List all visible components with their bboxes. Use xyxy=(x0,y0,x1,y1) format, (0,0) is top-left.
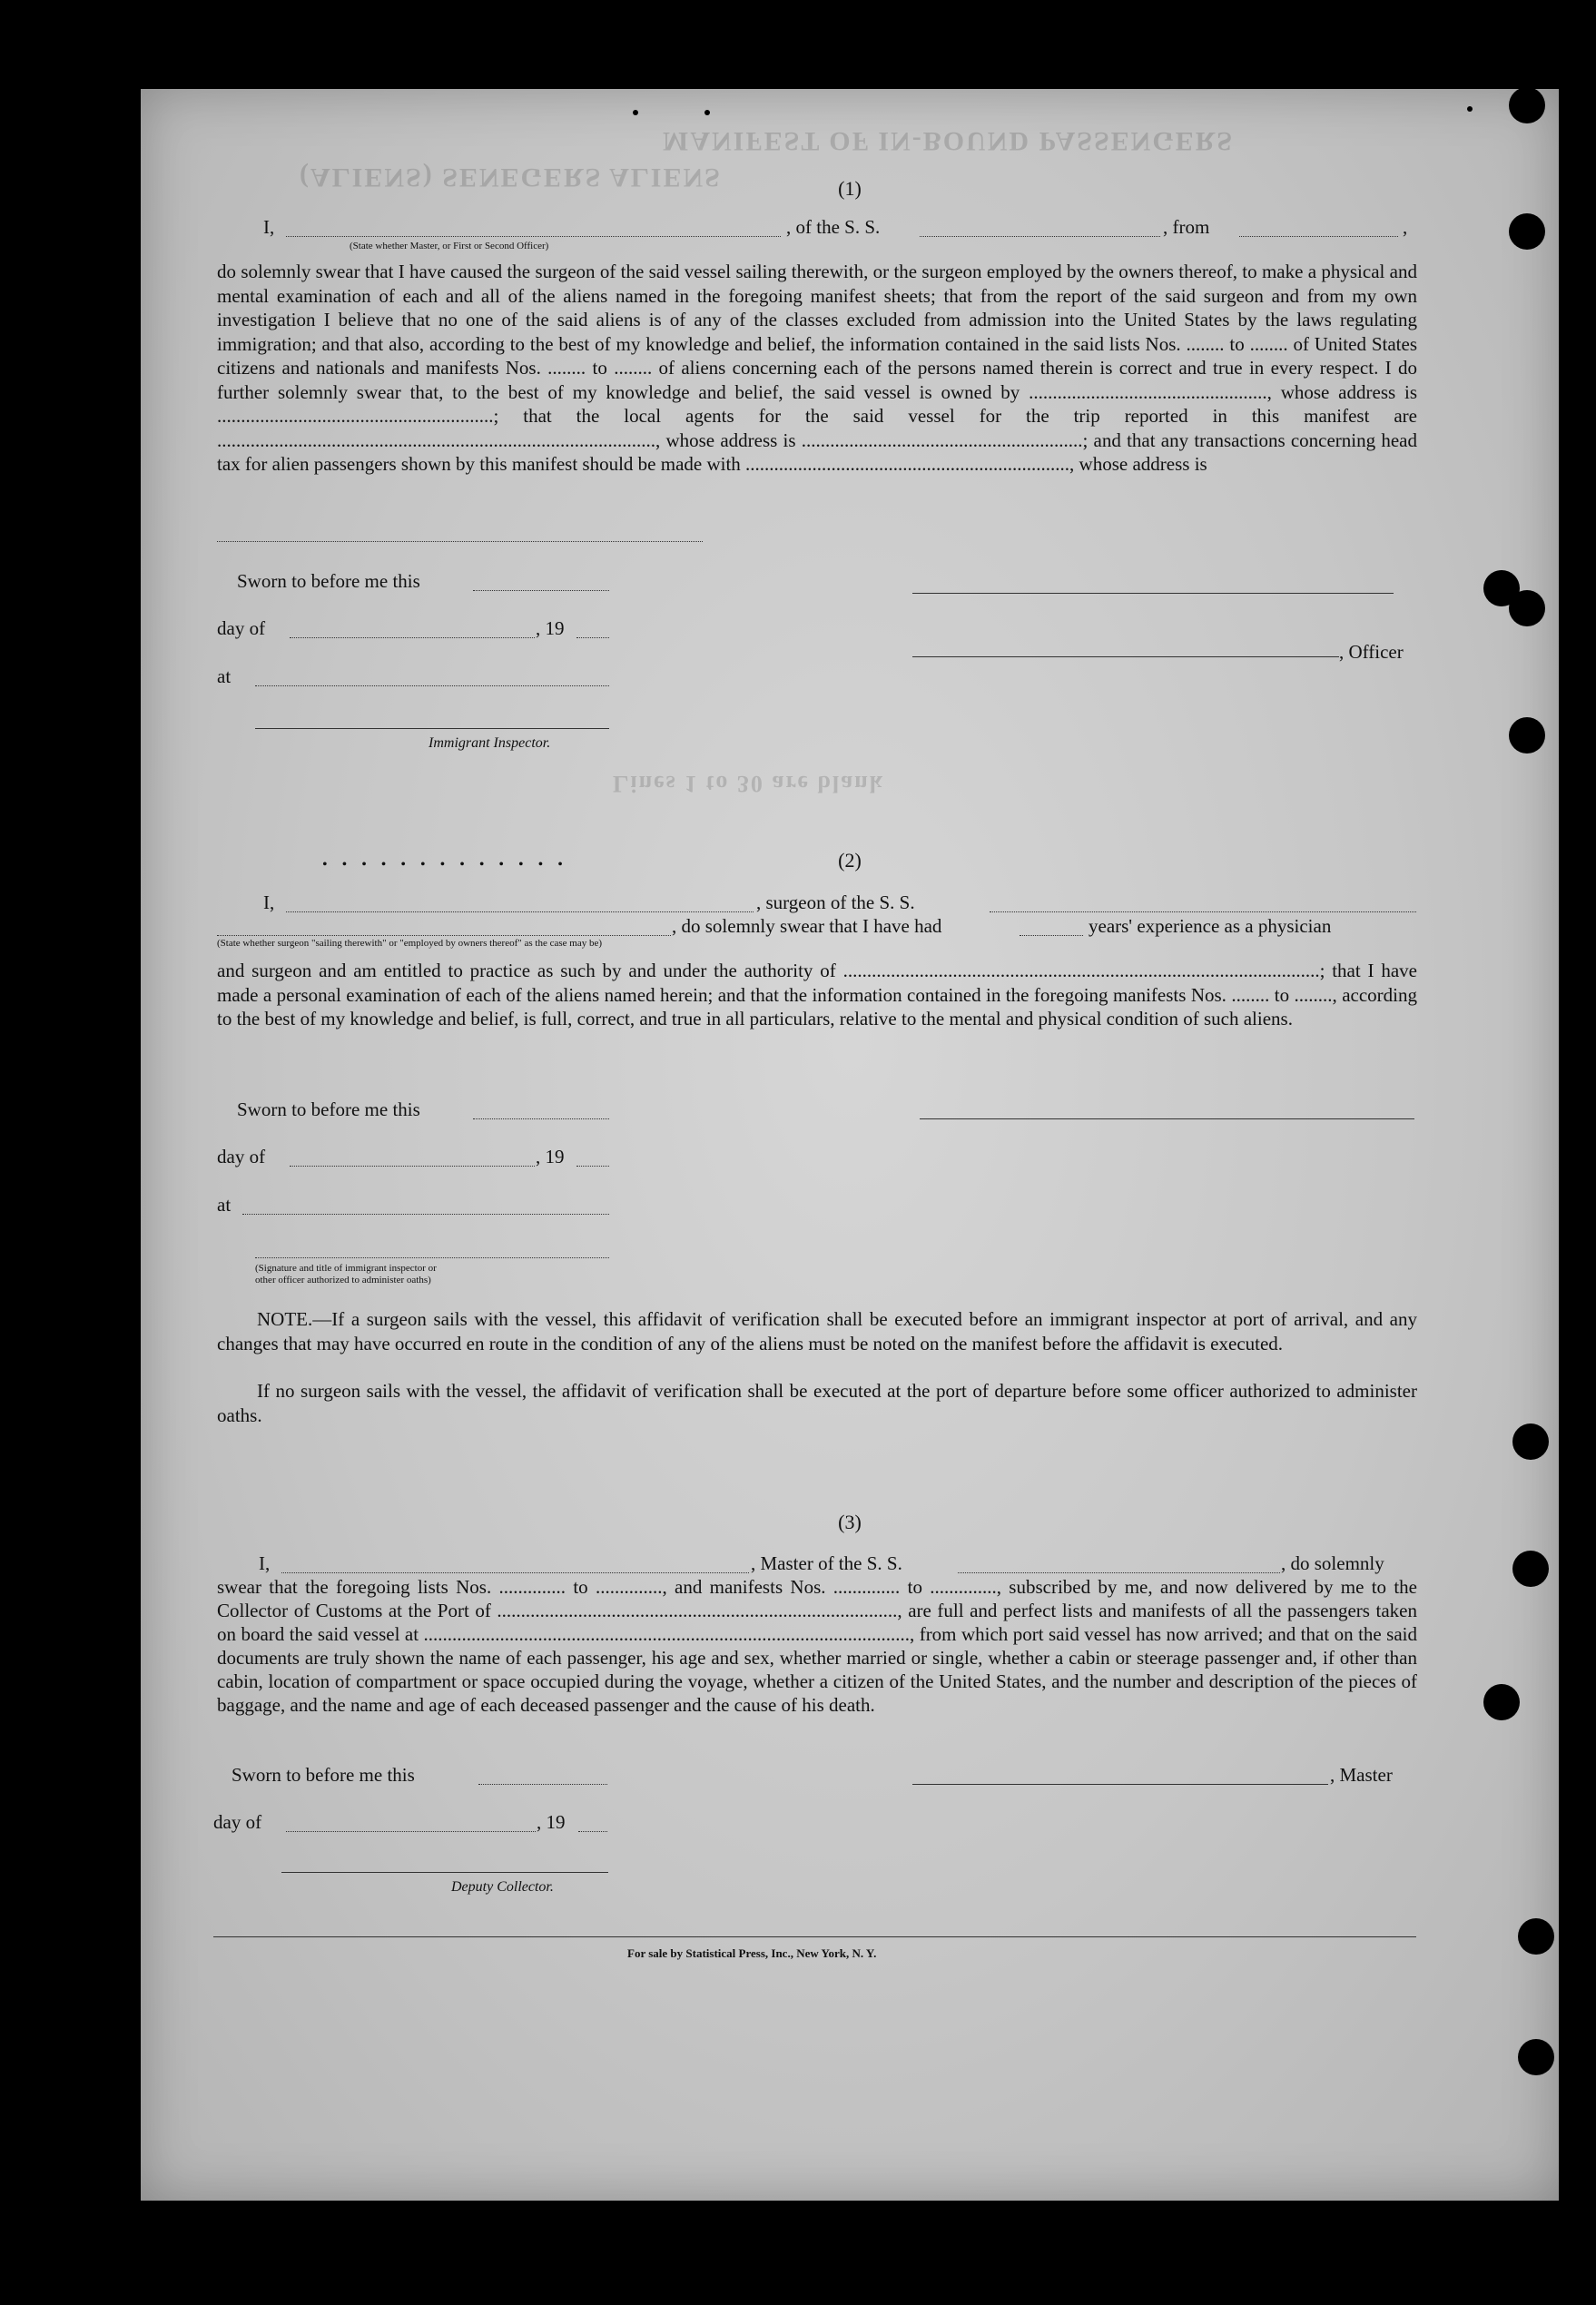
sworn-date-field-2[interactable] xyxy=(473,1118,609,1119)
section-3-day-of: day of xyxy=(213,1811,262,1833)
section-2-sworn: Sworn to before me this xyxy=(237,1098,420,1120)
section-3-master-of-ss: , Master of the S. S. xyxy=(751,1552,902,1574)
day-of-field-1[interactable] xyxy=(290,637,535,638)
section-1-sworn: Sworn to before me this xyxy=(237,570,420,592)
faint-header-left: (ALIENS) SENEGERS ALIENS xyxy=(300,163,722,192)
day-of-field-3[interactable] xyxy=(286,1831,536,1832)
section-3-sworn: Sworn to before me this xyxy=(232,1764,415,1786)
section-2-number: (2) xyxy=(838,849,862,872)
binder-hole xyxy=(1483,1684,1520,1720)
immigrant-inspector-label: Immigrant Inspector. xyxy=(429,735,551,751)
day-of-field-2[interactable] xyxy=(290,1166,535,1167)
section-1-i: I, xyxy=(263,216,275,238)
binder-hole xyxy=(1512,1551,1549,1587)
section-2-surgeon-of-ss: , surgeon of the S. S. xyxy=(756,891,915,913)
note-label: NOTE. xyxy=(257,1308,313,1330)
surgeon-signature-line[interactable] xyxy=(920,1118,1414,1119)
faint-header-center: MANIFEST OF IN-BOUND PASSENGERS xyxy=(663,126,1235,156)
deputy-collector-label: Deputy Collector. xyxy=(451,1879,554,1895)
officer-name-field[interactable] xyxy=(286,236,781,237)
footer-rule xyxy=(213,1936,1416,1937)
master-ship-field[interactable] xyxy=(958,1572,1280,1573)
section-2-swear: , do solemnly swear that I have had xyxy=(672,915,942,937)
section-2-signer-1: (Signature and title of immigrant inspector or xyxy=(255,1263,437,1274)
printer-credit: For sale by Statistical Press, Inc., New York, N. Y. xyxy=(627,1946,877,1960)
section-1-body: do solemnly swear that I have caused the surgeon of the said vessel sailing therewith, or the surgeon employed by the owners thereof, to make a physical and mental examination of each and all of the aliens named in the foregoing manifest sheets; that from the report of the said surgeon and from my own investigation I believe that no one of the said aliens is of any of the classes excluded from admission into the United States by the laws regulating immigration; and that also, according to the best of my knowledge and belief, the information contained in the said lists Nos. ........ to ........ of United States citizens and nationals and manifests Nos. ........ to ........ of aliens concerning each of the persons named therein is correct and true in every respect. I do further solemnly swear that, to the best of my knowledge and belief, the said vessel is owned by .................................................., whose address is ..........................................................; that the local agents for the said vessel for the trip reported in this manifest are ............................................................................................, whose address is ...........................................................; and that any transactions concerning head tax for alien passengers shown by this manifest should be made with ...................................................................., whose address is xyxy=(217,261,1417,475)
officer-signature-line-1[interactable] xyxy=(912,593,1394,594)
section-3-do-solemnly: , do solemnly xyxy=(1281,1552,1384,1574)
sworn-date-field-3[interactable] xyxy=(478,1784,607,1785)
at-field-1[interactable] xyxy=(255,685,609,686)
deputy-collector-signature-line[interactable] xyxy=(281,1872,608,1873)
binder-hole xyxy=(1509,87,1545,123)
section-2-body: and surgeon and am entitled to practice as such by and under the authority of ....................................................................................................; that I have made a personal examination of each of the aliens named herein; and that the information contained in the foregoing manifests Nos. ........ to ........, according to the best of my knowledge and belief, is full, correct, and true in all particulars, relative to the mental and physical condition of such aliens. xyxy=(217,960,1417,1029)
year-field-3[interactable] xyxy=(578,1831,607,1832)
section-2-years: years' experience as a physician xyxy=(1089,915,1332,937)
manifest-page: (ALIENS) SENEGERS ALIENS MANIFEST OF IN-BOUND PASSENGERS Lines 1 to 30 are blank (1) I, , of the S. S. , from , (State whether Master, or First or Second Officer) do solemnly swear that I have caused the surgeon of the said vessel sailing therewith, or the surgeon employed by the owners thereof, to make a physical and mental examination of each and all of the aliens named in the foregoing manifest sheets; that from the report of the said surgeon and from my own investigation I believe that no one of the said aliens is of any of the classes excluded from admission into the United States by the laws regulating immigration; and that also, according to the best of my knowledge and belief, the information contained in the said lists Nos. ........ to ........ of United States citizens and nationals and manifests Nos. ........ to ........ of aliens concerning each of the persons named therein is correct and true in every respect. I do further solemnly swear that, to the best of my knowledge and belief, the said vessel is owned by .................................................., whose address is ..........................................................; that the local agents for the said vessel for the trip reported in this manifest are ............................................................................................, whose address is ...........................................................; and that any transactions concerning head tax for alien passengers shown by this manifest should be made with ...................................................................., whose address is Sworn to before me this day of , 19 at Immigrant Inspector. , Officer • • • • • • • • • • • • • (2) I, , surgeon of the S. S. , do solemnly swear that I have had years' experience as a physician (State whether surgeon "sailing therewith" or "employed by owners thereof" as the case may be) and surgeon and am entitled to practice as such by and under the authority of ....................................................................................................; that I have made a personal examination of each of the aliens named herein; and that the information contained in the foregoing manifests Nos. ........ to ........, according to the best of my knowledge and belief, is full, correct, and true in all particulars, relative to the mental and physical condition of such aliens. Sworn to before me this day of , 19 at (Signature and title of immigrant inspector or other officer authorized to administer oaths) NOTE.—If a surgeon sails with the vessel, this affidavit of verification shall be executed before an immigrant inspector at port of arrival, and any changes that may have occurred en route in the condition of any of the aliens must be noted on the manifest before the affidavit is executed. If no surgeon sails with the vessel, the affidavit of verification shall be executed at the port of departure before some officer authorized to administer oaths. (3) I, , Master of the S. S. , do solemnly swear that the foregoing lists Nos. .............. to .............., and manifests Nos. .............. to .............., subscribed by me, and now delivered by me to the Collector of Customs at the Port of ...................................................................................., are full and perfect lists and manifests of all the passengers taken on board the said vessel at ......................................................................................................, from which port said vessel has now arrived; and that on the said documents are truly shown the name of each passenger, his age and sex, whether married or single, whether a cabin or steerage passenger and, if other than cabin, location of compartment or space occupied during the voyage, whether a citizen of the United States, and the number and description of the pieces of baggage, and the name and age of each deceased passenger and the cause of his death. Sworn to before me this , Master day of , 19 Deputy Collector. For sale by Statistical Press, Inc., New York, N. Y. xyxy=(141,89,1559,2201)
surgeon-status-field[interactable] xyxy=(217,935,671,936)
section-2-year: , 19 xyxy=(536,1146,565,1167)
master-signature-line[interactable] xyxy=(912,1784,1328,1785)
binder-hole xyxy=(1518,1918,1554,1955)
from-port-field[interactable] xyxy=(1239,236,1398,237)
section-3-i: I, xyxy=(259,1552,271,1574)
officer-signature-line-2[interactable] xyxy=(912,656,1339,657)
section-3-number: (3) xyxy=(838,1511,862,1533)
years-experience-field[interactable] xyxy=(1020,935,1083,936)
section-3-year: , 19 xyxy=(537,1811,566,1833)
section-2-note: (State whether surgeon "sailing therewith" or "employed by owners thereof" as the case may be) xyxy=(217,938,603,949)
binder-hole xyxy=(1509,717,1545,754)
master-name-field[interactable] xyxy=(281,1572,749,1573)
section-1-from: , from xyxy=(1163,216,1210,238)
section-2-at: at xyxy=(217,1194,232,1216)
address-continuation-field[interactable] xyxy=(217,541,703,542)
year-field-1[interactable] xyxy=(576,637,609,638)
surgeon-ship-field[interactable] xyxy=(990,911,1416,912)
section-1-note: (State whether Master, or First or Second Officer) xyxy=(350,241,549,251)
section-1-number: (1) xyxy=(838,177,862,200)
binder-hole xyxy=(1509,590,1545,626)
year-field-2[interactable] xyxy=(576,1166,609,1167)
master-label: , Master xyxy=(1330,1764,1393,1786)
at-field-2[interactable] xyxy=(242,1214,609,1215)
ship-name-field[interactable] xyxy=(920,236,1160,237)
binder-hole xyxy=(1512,1423,1549,1460)
section-2-signer-2: other officer authorized to administer oaths) xyxy=(255,1275,431,1285)
binder-hole xyxy=(1509,213,1545,250)
section-1-at: at xyxy=(217,665,232,687)
section-2-note-block-2: If no surgeon sails with the vessel, the affidavit of verification shall be executed at the port of departure before some officer authorized to administer oaths. xyxy=(217,1380,1417,1426)
officer-signature-line-2b[interactable] xyxy=(255,1257,609,1258)
surgeon-name-field[interactable] xyxy=(286,911,754,912)
faint-middle-text: Lines 1 to 30 are blank xyxy=(613,771,885,797)
section-2-i: I, xyxy=(263,891,275,913)
section-1-of-ss: , of the S. S. xyxy=(786,216,881,238)
inspector-signature-line[interactable] xyxy=(255,728,609,729)
note-text: —If a surgeon sails with the vessel, this affidavit of verification shall be executed before an immigrant inspector at port of arrival, and any changes that may have occurred en route in the condition of any of the aliens must be noted on the manifest before the affidavit is executed. xyxy=(217,1308,1417,1354)
section-2-day-of: day of xyxy=(217,1146,266,1167)
binder-hole xyxy=(1518,2039,1554,2075)
section-3-body: swear that the foregoing lists Nos. .............. to .............., and manifests Nos. .............. to .............., subscribed by me, and now delivered by me to the Collector of Customs at the Port of ...................................................................................., are full and perfect lists and manifests of all the passengers taken on board the said vessel at ......................................................................................................, from which port said vessel has now arrived; and that on the said documents are truly shown the name of each passenger, his age and sex, whether married or single, whether a cabin or steerage passenger and, if other than cabin, location of compartment or space occupied during the voyage, whether a citizen of the United States, and the number and description of the pieces of baggage, and the name and age of each deceased passenger and the cause of his death. xyxy=(217,1576,1417,1716)
officer-label: , Officer xyxy=(1339,641,1404,663)
section-1-day-of: day of xyxy=(217,617,266,639)
section-2-note-block xyxy=(217,1307,1417,1355)
sworn-date-field-1[interactable] xyxy=(473,590,609,591)
section-1-year: , 19 xyxy=(536,617,565,639)
